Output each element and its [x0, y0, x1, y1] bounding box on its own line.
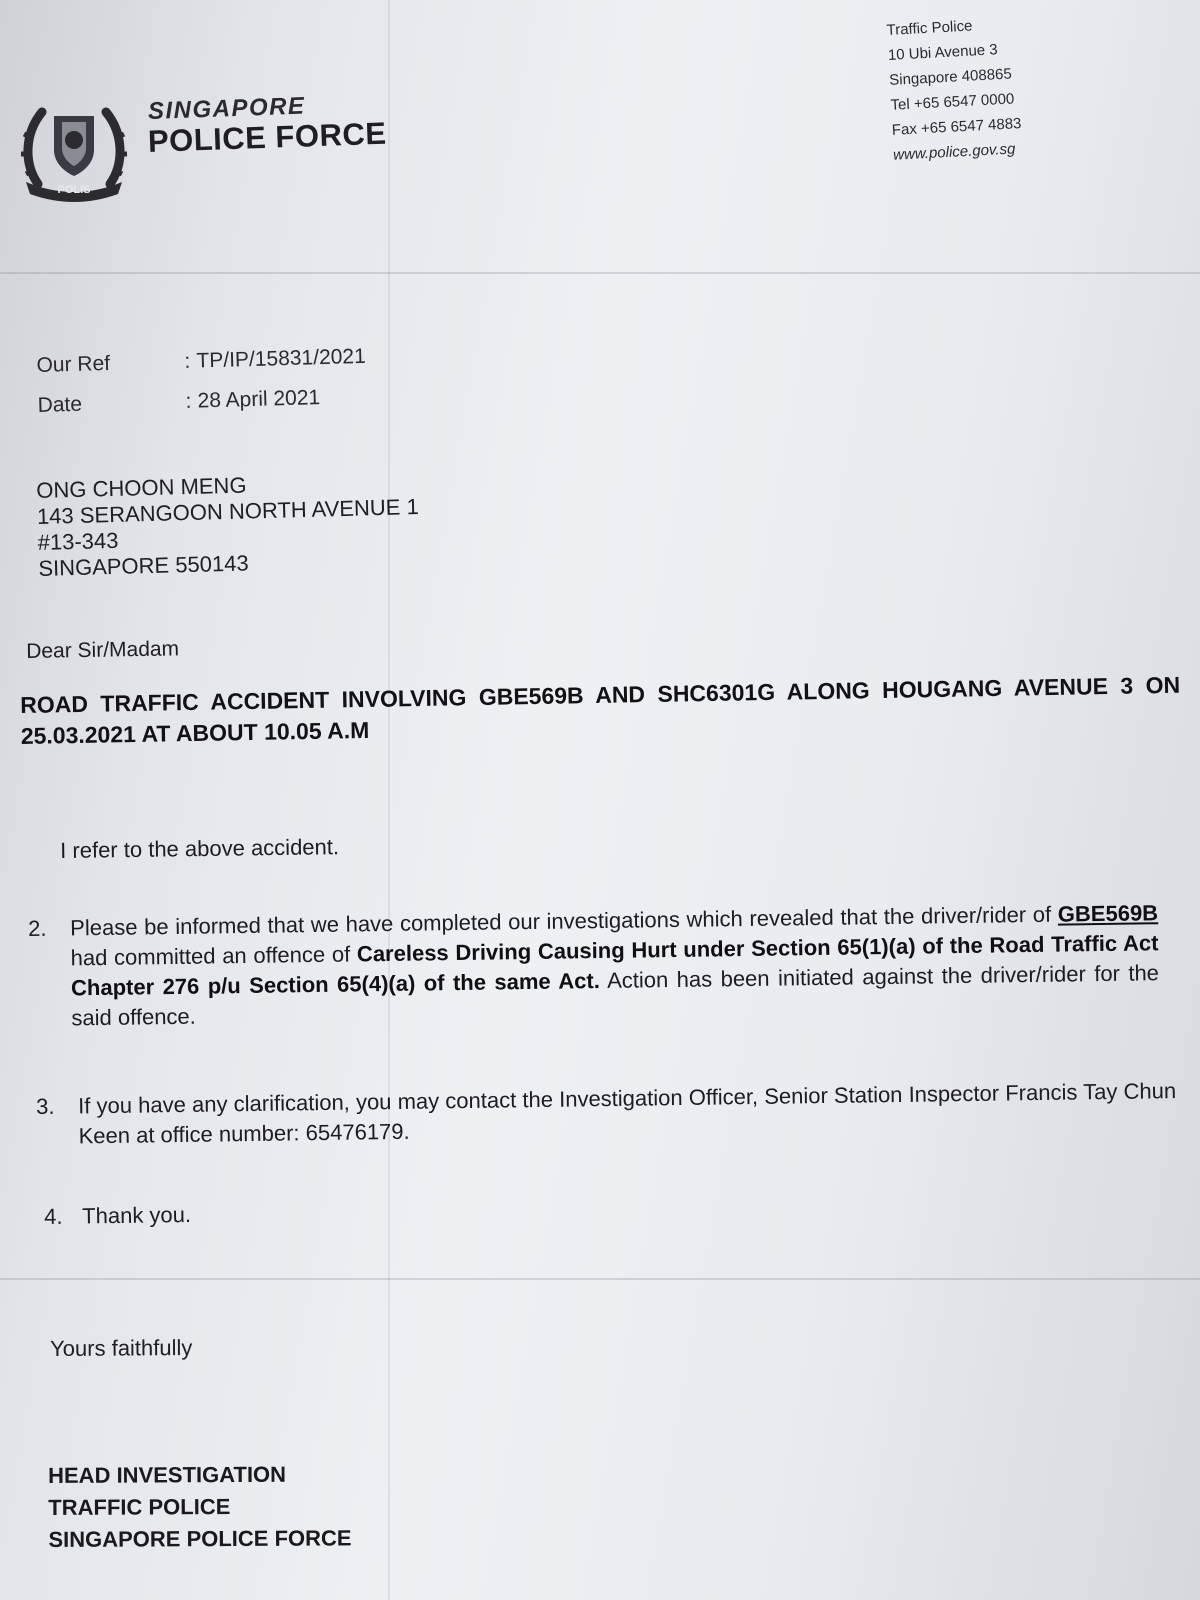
paragraph-2-text-c: Action has been initiated against the driver/rider for the said offence. — [71, 960, 1160, 1031]
signoff-block — [48, 1458, 352, 1556]
contact-fax: Fax +65 6547 4883 — [891, 115, 1022, 139]
ref-colon: : — [184, 349, 191, 373]
contact-address-line2: Singapore 408865 — [888, 65, 1013, 89]
org-name-line2: POLICE FORCE — [147, 115, 387, 159]
offence-description: Careless Driving Causing Hurt under Section 65(1)(a) of the Road Traffic Act Chapter 276 p/u Section 65(4)(a) of the same Act. — [70, 930, 1159, 1001]
vehicle-number: GBE569B — [1057, 900, 1159, 927]
contact-website: www.police.gov.sg — [892, 140, 1016, 164]
paragraph-3 — [36, 1076, 1177, 1152]
paragraph-number: 2. — [28, 915, 47, 941]
paragraph-2 — [28, 898, 1160, 1034]
org-name-line1: SINGAPORE — [147, 92, 306, 125]
paragraph-2-text-a: Please be informed that we have completed our investigations which revealed that the driver/rider of — [70, 901, 1058, 941]
contact-tel: Tel +65 6547 0000 — [890, 90, 1015, 114]
signoff-line2: TRAFFIC POLICE — [48, 1494, 231, 1520]
ref-colon: : — [185, 389, 192, 413]
recipient-address-line2: #13-343 — [37, 527, 119, 555]
our-ref-value: TP/IP/15831/2021 — [196, 344, 367, 373]
paragraph-3-text: If you have any clarification, you may contact the Investigation Officer, Senior Station Inspector Francis Tay Chun Keen at office number: 65476179. — [78, 1078, 1177, 1149]
signoff-line1: HEAD INVESTIGATION — [48, 1461, 287, 1488]
date-value: 28 April 2021 — [197, 386, 321, 413]
paragraph-number: 3. — [36, 1093, 55, 1119]
recipient-address — [36, 468, 420, 582]
paragraph-number: 4. — [44, 1203, 63, 1229]
crest-ribbon-text: POLIS — [57, 184, 91, 196]
date-row — [37, 377, 367, 426]
salutation: Dear Sir/Madam — [26, 637, 180, 663]
reference-block — [36, 337, 367, 426]
paragraph-4 — [44, 1194, 644, 1232]
recipient-address-line3: SINGAPORE 550143 — [38, 550, 249, 581]
paper-fold-line — [0, 272, 1200, 274]
date-label: Date — [37, 392, 83, 417]
police-crest-icon — [18, 98, 130, 202]
recipient-address-line1: 143 SERANGOON NORTH AVENUE 1 — [36, 493, 420, 529]
contact-block — [886, 11, 1023, 168]
paragraph-2-text-b: had committed an offence of — [70, 941, 358, 971]
contact-address-line1: 10 Ubi Avenue 3 — [887, 41, 999, 64]
our-ref-label: Our Ref — [36, 351, 111, 377]
paragraph-4-text: Thank you. — [82, 1201, 192, 1229]
paragraph-2-text — [70, 898, 1160, 1033]
signoff-line3: SINGAPORE POLICE FORCE — [48, 1525, 352, 1552]
paragraph-1: I refer to the above accident. — [60, 834, 340, 863]
recipient-name: ONG CHOON MENG — [36, 472, 247, 503]
contact-unit: Traffic Police — [886, 17, 973, 39]
subject-line: ROAD TRAFFIC ACCIDENT INVOLVING GBE569B AND SHC6301G ALONG HOUGANG AVENUE 3 ON 25.03.2021 AT ABOUT 10.05 A.M — [20, 671, 1181, 749]
paper-crease — [388, 0, 390, 1600]
organization-name — [147, 92, 387, 159]
paper-fold-line — [0, 1278, 1200, 1280]
closing: Yours faithfully — [50, 1335, 193, 1361]
